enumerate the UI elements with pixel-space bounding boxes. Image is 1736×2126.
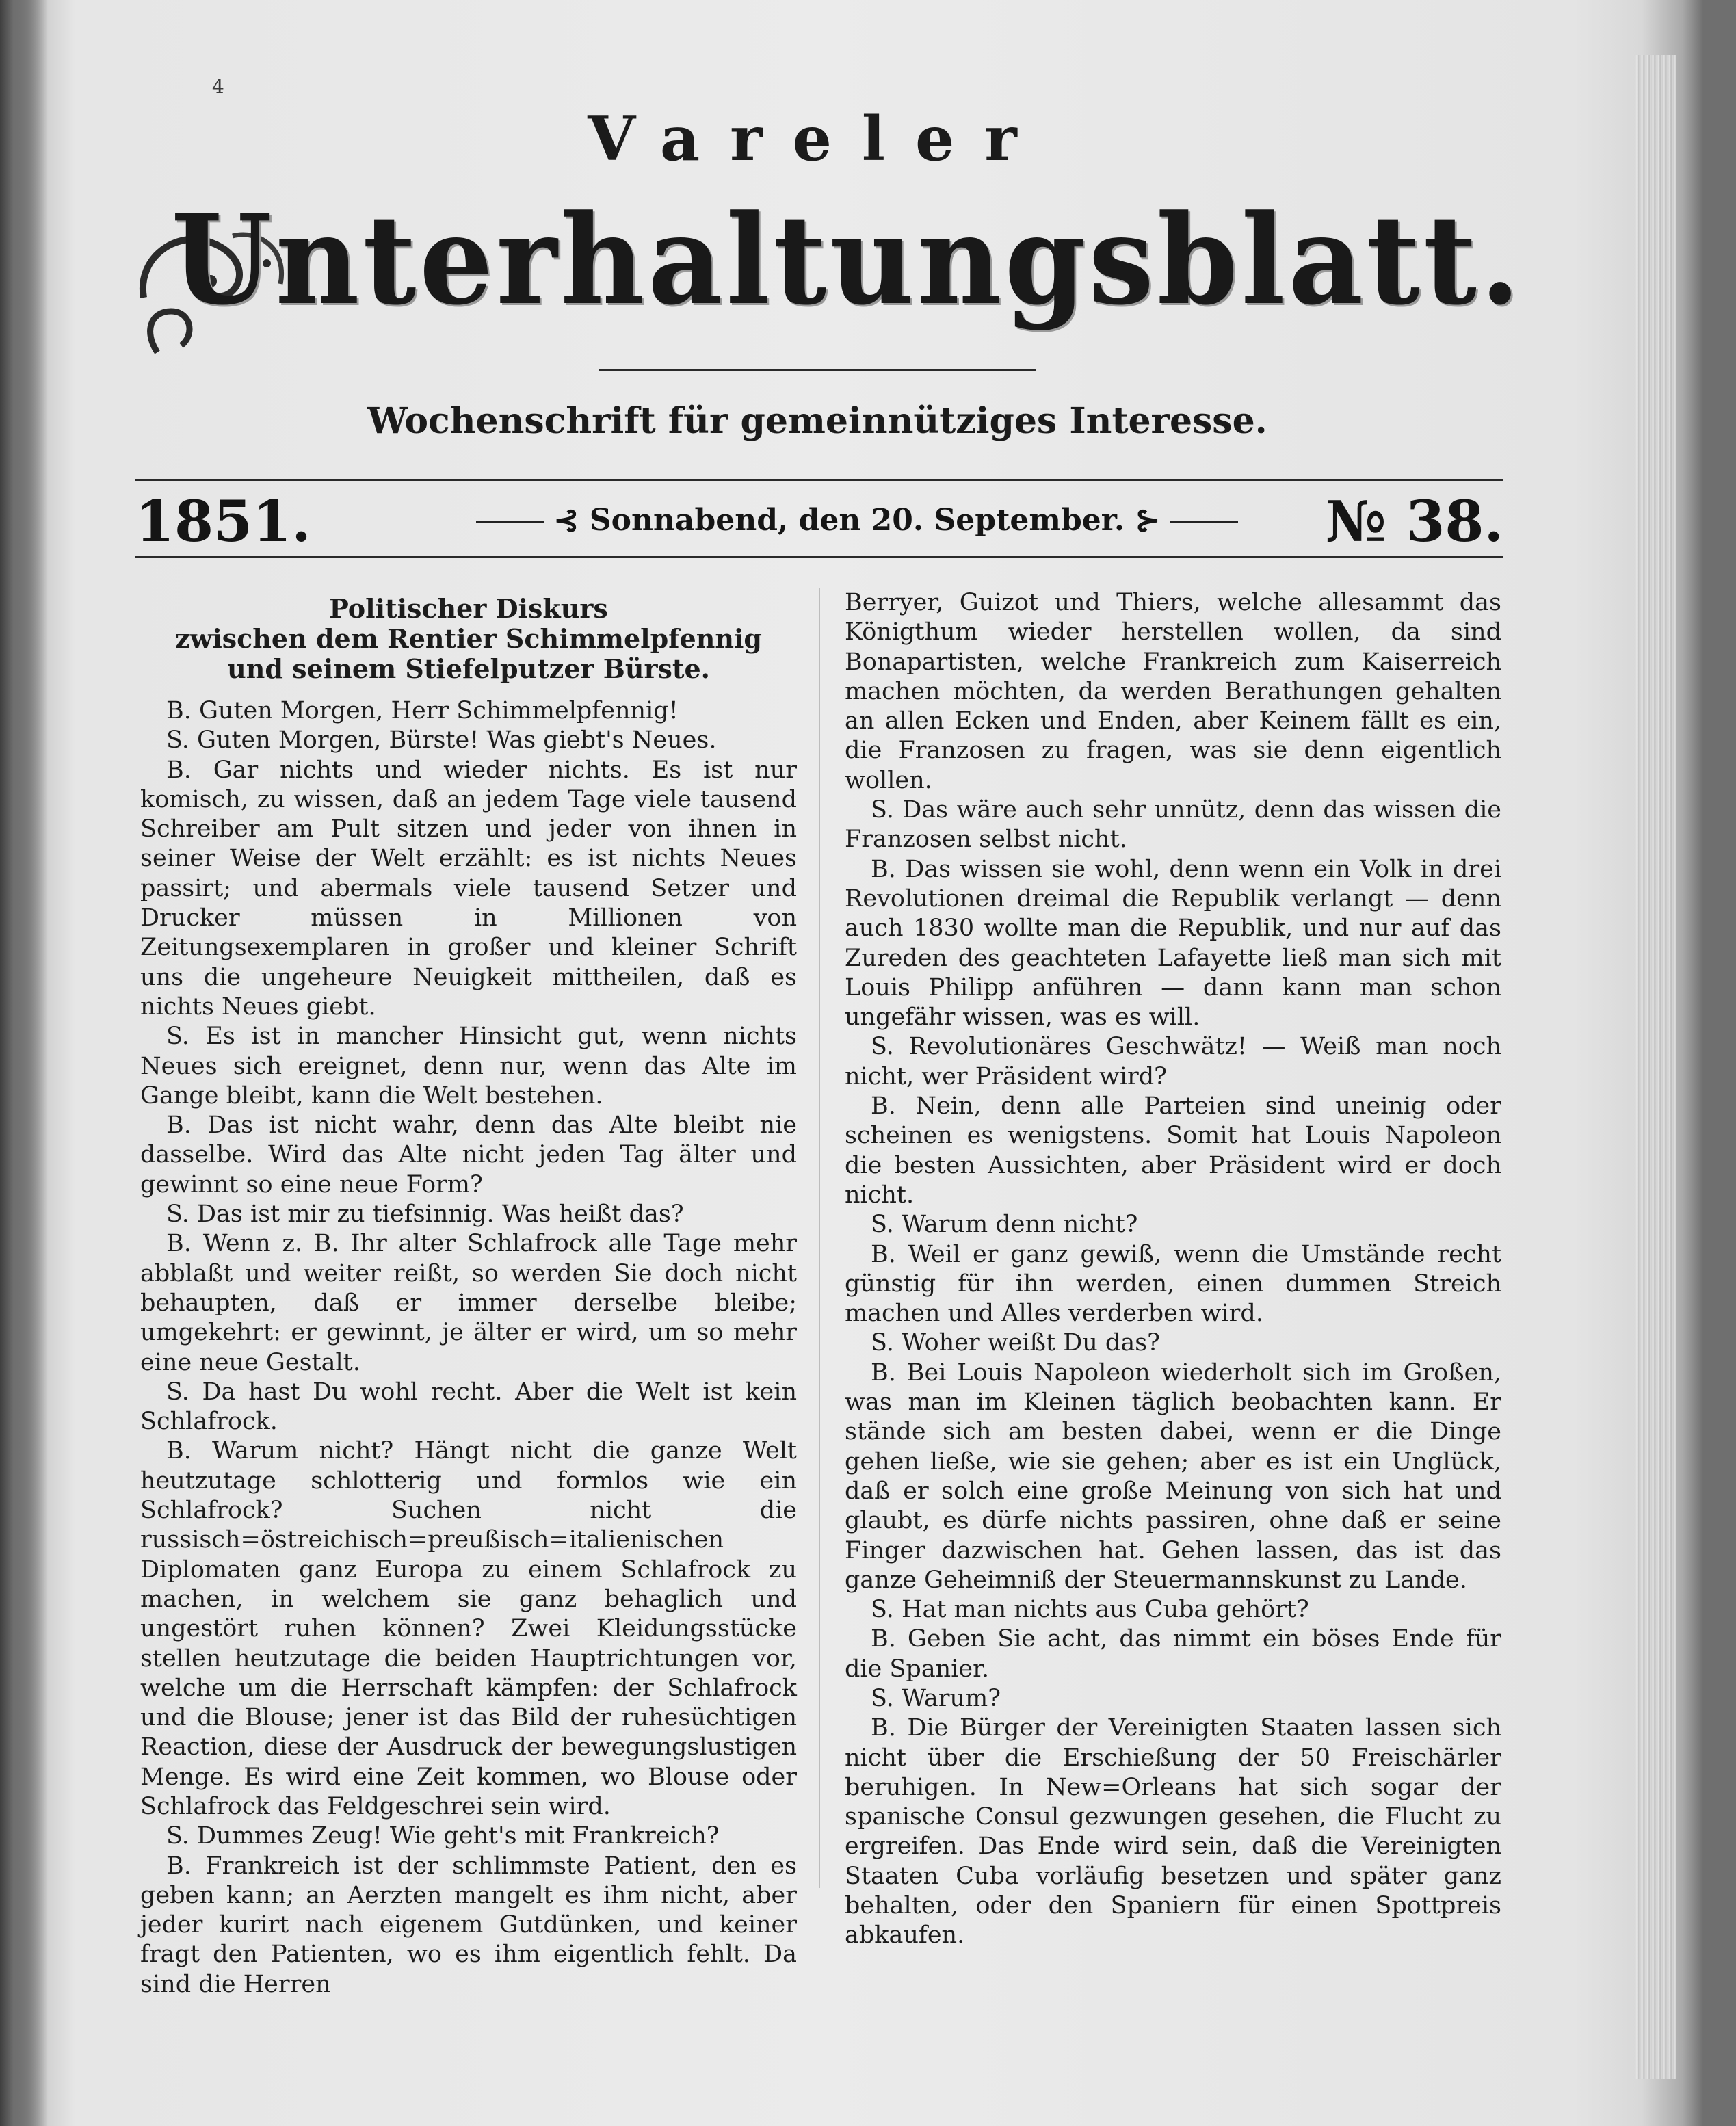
paragraph: S. Das wäre auch sehr unnütz, denn das wissen die Franzosen selbst nicht. [845,796,1501,854]
divider [476,521,544,523]
article-title-line: und seinem Stiefelputzer Bürste. [227,653,710,684]
issue-date: Sonnabend, den 20. September. [589,503,1125,538]
paragraph: S. Guten Morgen, Bürste! Was giebt's Neues. [166,726,717,754]
paragraph: S. Revolutionäres Geschwätz! — Weiß man noch nicht, wer Präsident wird? [845,1033,1501,1090]
masthead-subtitle: Wochenschrift für gemeinnütziges Interesse. [367,400,1267,442]
paragraph: B. Das wissen sie wohl, denn wenn ein Volk in drei Revolutionen dreimal die Republik verlangt — denn auch 1830 wollte man die Republik, und nur auf das Zureden des geachteten Lafayette ließ man sich mit Louis Philipp anführen — dann kann man schon ungefähr wissen, was es will. [845,855,1501,1032]
paragraph: B. Die Bürger der Vereinigten Staaten lassen sich nicht über die Erschießung der 50 Freischärler beruhigen. In New=Orleans hat sich sogar der spanische Consul gezwungen gesehen, die Flucht zu ergreifen. Das Ende wird sein, daß die Vereinigten Staaten Cuba vorläufig besetzen und später ganz behalten, oder den Spaniern für einen Spottpreis abkaufen. [845,1714,1501,1950]
masthead-title-main: Unterhaltungsblatt. [171,188,1524,332]
date-center [423,503,1291,538]
paragraph: B. Geben Sie acht, das nimmt ein böses Ende für die Spanier. [845,1625,1501,1683]
paragraph: S. Woher weißt Du das? [871,1329,1160,1357]
ornament-right-icon: ⊱ [1135,503,1161,538]
paragraph: B. Das ist nicht wahr, denn das Alte bleibt nie dasselbe. Wird das Alte nicht jeden Tag älter und gewinnt so eine neue Form? [140,1112,797,1198]
article-title-line: zwischen dem Rentier Schimmelpfennig [175,623,762,654]
binding-shadow [0,0,48,2126]
paragraph: S. Es ist in mancher Hinsicht gut, wenn nichts Neues sich ereignet, denn nur, wenn das Alte im Gange bleibt, kann die Welt bestehen. [140,1023,797,1110]
paragraph: S. Das ist mir zu tiefsinnig. Was heißt das? [166,1200,684,1229]
masthead-title-top: Vareler [588,103,1047,175]
column-divider [819,588,820,1888]
issue-number: № 38. [1325,489,1503,555]
paragraph: B. Wenn z. B. Ihr alter Schlafrock alle Tage mehr abblaßt und weiter reißt, so werden Sie doch nicht behaupten, daß er immer derselbe bleibe; umgekehrt: er gewinnt, je älter er wird, um so mehr eine neue Gestalt. [140,1230,797,1376]
column-right [845,588,1501,1951]
masthead-rule [599,369,1036,371]
masthead-title-main-wrap [130,188,1524,393]
divider [1170,521,1238,523]
ornament-left-icon: ⊰ [553,503,579,538]
paragraph: B. Nein, denn alle Parteien sind uneinig oder scheinen es wenigstens. Somit hat Louis Napoleon die besten Aussichten, aber Präsident wird er doch nicht. [845,1092,1501,1209]
column-left [140,588,797,1999]
paragraph: B. Gar nichts und wieder nichts. Es ist nur komisch, zu wissen, daß an jedem Tage viele tausend Schreiber am Pult sitzen und jeder von ihnen in seiner Weise der Welt erzählt: es ist nichts Neues passirt; und abermals viele tausend Setzer und Drucker müssen in Millionen von Zeitungsexemplaren in großer und kleiner Schrift uns die ungeheure Neuigkeit mittheilen, daß es nichts Neues giebt. [140,756,797,1021]
paragraph: B. Warum nicht? Hängt nicht die ganze Welt heutzutage schlotterig und formlos wie ein Schlafrock? Suchen nicht die russisch=östreichisch=preußisch=italienischen Diplomaten ganz Europa zu einem Schlafrock zu machen, in welchem sie ganz behaglich und ungestört ruhen können? Zwei Kleidungsstücke stellen heutzutage die beiden Hauptrichtungen vor, welche um die Herrschaft kämpfen: der Schlafrock und die Blouse; jener ist das Bild der ruhesüchtigen Reaction, diese der Ausdruck der bewegungslustigen Menge. Es wird eine Zeit kommen, wo Blouse oder Schlafrock das Feldgeschrei sein wird. [140,1437,797,1820]
article-title-line: Politischer Diskurs [329,593,608,624]
paragraph: B. Frankreich ist der schlimmste Patient, den es geben kann; an Aerzten mangelt es ihm nicht, aber jeder kurirt nach eigenem Gutdünken, und keiner fragt den Patienten, wo es ihm eigentlich fehlt. Da sind die Herren [140,1852,797,1998]
paragraph-continued: Berryer, Guizot und Thiers, welche allesammt das Königthum wieder herstellen wollen, da sind Bonapartisten, welche Frankreich zum Kaiserreich machen möchten, da werden Berathungen gehalten an allen Ecken und Enden, aber Keinem fällt es ein, die Franzosen zu fragen, was sie denn eigentlich wollen. [845,589,1501,794]
paragraph: S. Hat man nichts aus Cuba gehört? [871,1596,1309,1624]
paragraph: S. Da hast Du wohl recht. Aber die Welt ist kein Schlafrock. [140,1378,797,1436]
paragraph: B. Weil er ganz gewiß, wenn die Umstände recht günstig für ihn werden, einen dummen Streich machen und Alles verderben wird. [845,1240,1501,1328]
paragraph: S. Warum denn nicht? [871,1211,1138,1239]
year: 1851. [135,489,311,555]
page-mark: 4 [212,75,224,98]
article-title [140,594,797,684]
page-edges [1635,55,1676,2079]
date-line [135,479,1503,558]
paragraph: B. Bei Louis Napoleon wiederholt sich im Großen, was man im Kleinen täglich beobachten kann. Er stände sich am besten dabei, wenn er die Dinge gehen ließe, wie sie gehen; aber es ist ein Unglück, daß er solch eine große Meinung von sich hat und glaubt, es dürfe nichts passiren, ohne daß er seine Finger dazwischen hat. Gehen lassen, das ist das ganze Geheimniß der Steuermannskunst zu Lande. [845,1359,1501,1594]
paragraph: S. Warum? [871,1684,1001,1712]
paragraph: B. Guten Morgen, Herr Schimmelpfennig! [166,697,679,724]
paragraph: S. Dummes Zeug! Wie geht's mit Frankreich? [166,1822,720,1850]
